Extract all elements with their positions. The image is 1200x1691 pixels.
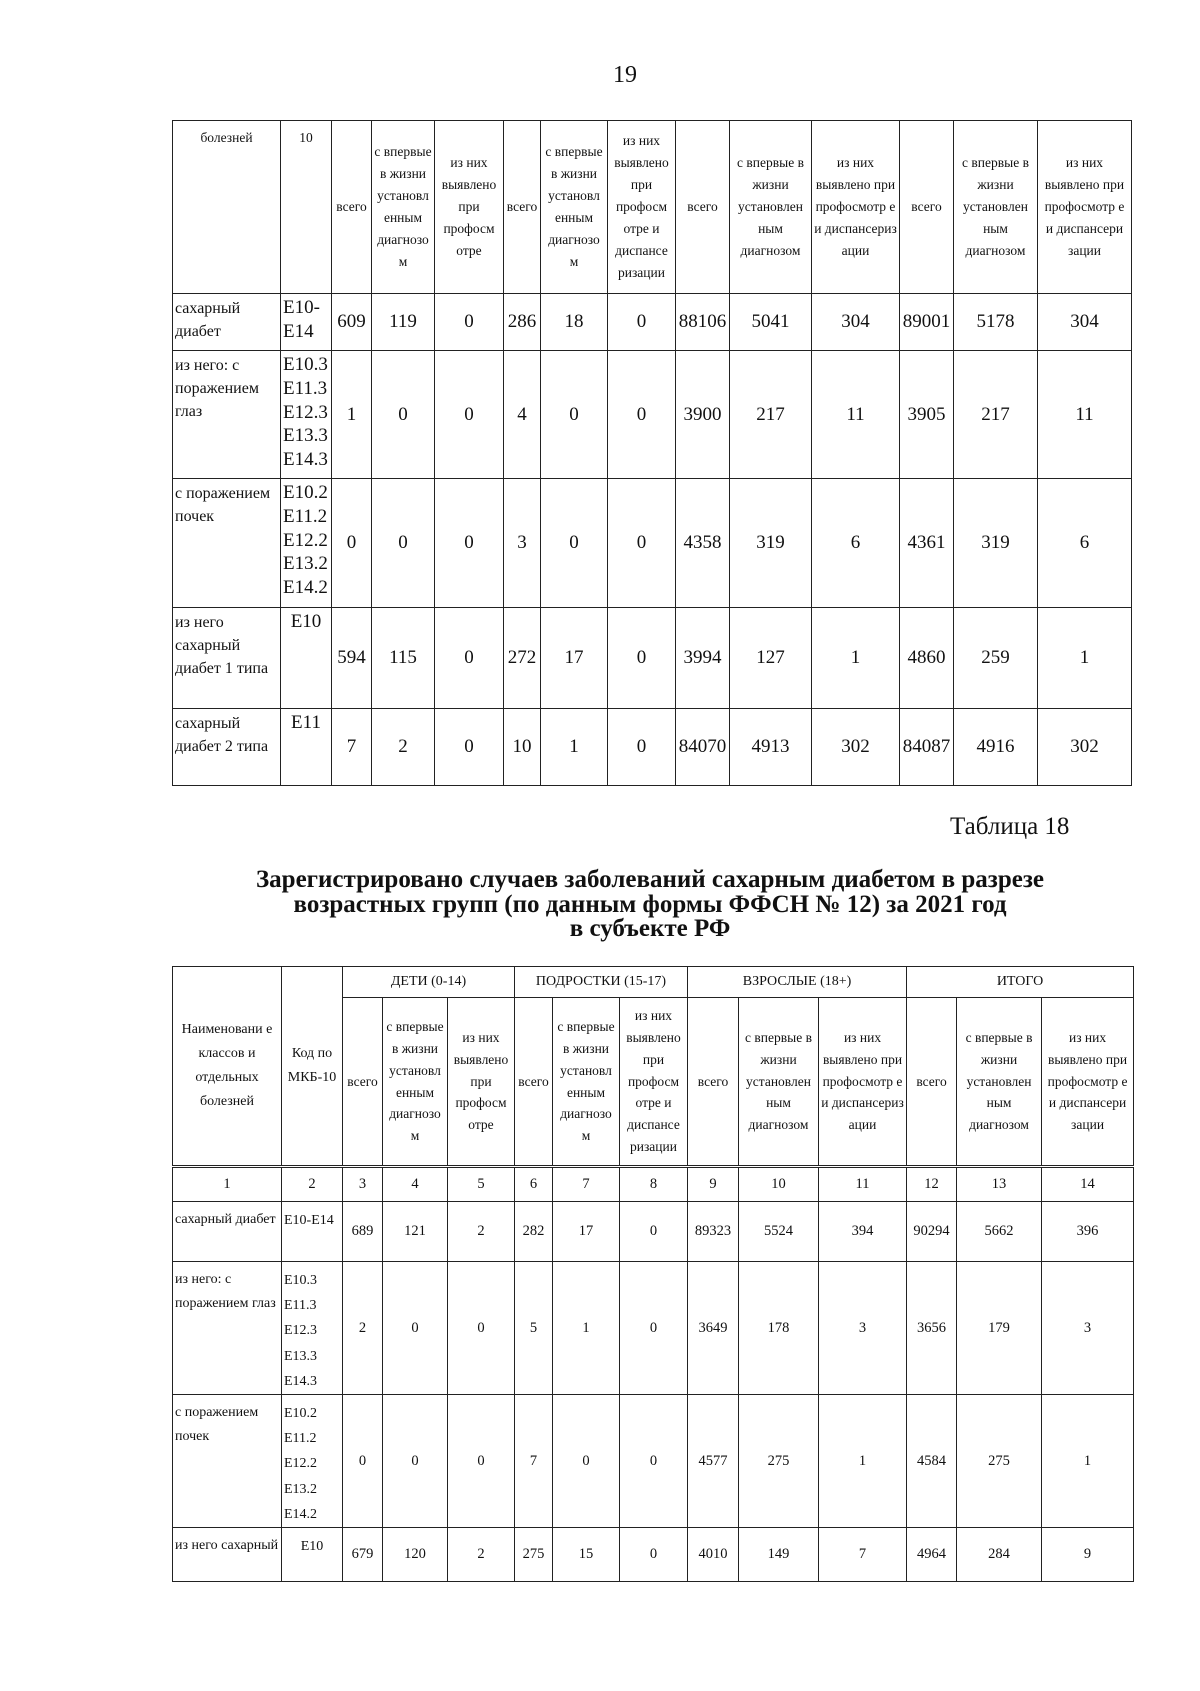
row-code: Е10.2 Е11.2 Е12.2 Е13.2 Е14.2 — [282, 1394, 343, 1527]
cell: 4358 — [676, 479, 730, 608]
cell: 0 — [448, 1262, 515, 1395]
cell: 1 — [332, 351, 372, 479]
cell: 178 — [739, 1262, 819, 1395]
cell: 0 — [435, 351, 504, 479]
cell: 7 — [819, 1527, 907, 1581]
cell: 4 — [504, 351, 541, 479]
header-cell: всего — [900, 121, 954, 294]
group-header-adults: ВЗРОСЛЫЕ (18+) — [688, 967, 907, 998]
cell: 17 — [553, 1202, 620, 1262]
title-line: Зарегистрировано случаев заболеваний сахарным диабетом в разрезе — [255, 866, 1044, 893]
cell: 5178 — [954, 294, 1038, 351]
header-cell: всего — [688, 998, 739, 1167]
column-number: 9 — [688, 1167, 739, 1202]
row-name: с поражением почек — [173, 1394, 282, 1527]
cell: 0 — [343, 1394, 383, 1527]
header-row — [173, 121, 1132, 294]
cell: 149 — [739, 1527, 819, 1581]
cell: 0 — [448, 1394, 515, 1527]
header-cell: из них выявлено при профосмотр е и диспансери зации — [1042, 998, 1134, 1167]
cell: 120 — [383, 1527, 448, 1581]
cell: 394 — [819, 1202, 907, 1262]
title-line: в субъекте РФ — [569, 915, 731, 942]
diabetes-table-continued — [172, 120, 1132, 786]
cell: 0 — [541, 479, 608, 608]
cell: 0 — [383, 1262, 448, 1395]
cell: 0 — [620, 1394, 688, 1527]
row-name: сахарный диабет 2 типа — [173, 709, 281, 786]
cell: 304 — [812, 294, 900, 351]
group-header-teens: ПОДРОСТКИ (15-17) — [515, 967, 688, 998]
column-number: 6 — [515, 1167, 553, 1202]
header-cell: с впервые в жизни установлен ным диагнозом — [730, 121, 812, 294]
table-row — [173, 1202, 1134, 1262]
row-name: из него сахарный диабет 1 типа — [173, 608, 281, 709]
cell: 1 — [812, 608, 900, 709]
cell: 89323 — [688, 1202, 739, 1262]
header-cell: с впервые в жизни установлен ным диагнозом — [954, 121, 1038, 294]
row-name: с поражением почек — [173, 479, 281, 608]
cell: 6 — [1038, 479, 1132, 608]
header-name: болезней — [173, 121, 281, 294]
cell: 275 — [515, 1527, 553, 1581]
cell: 0 — [620, 1202, 688, 1262]
row-code: Е10.3 Е11.3 Е12.3 Е13.3 Е14.3 — [282, 1262, 343, 1395]
cell: 3905 — [900, 351, 954, 479]
column-number: 3 — [343, 1167, 383, 1202]
cell: 5041 — [730, 294, 812, 351]
row-name: из него сахарный — [173, 1527, 282, 1581]
table-title — [150, 868, 1150, 942]
cell: 0 — [553, 1394, 620, 1527]
cell: 0 — [435, 709, 504, 786]
header-cell: из них выявлено при профосмотр е и диспансериз ации — [819, 998, 907, 1167]
cell: 0 — [372, 479, 435, 608]
cell: 18 — [541, 294, 608, 351]
cell: 0 — [383, 1394, 448, 1527]
cell: 286 — [504, 294, 541, 351]
column-number: 11 — [819, 1167, 907, 1202]
cell: 304 — [1038, 294, 1132, 351]
cell: 7 — [332, 709, 372, 786]
page-number: 19 — [613, 62, 637, 88]
cell: 1 — [541, 709, 608, 786]
table-caption: Таблица 18 — [950, 813, 1070, 840]
column-number: 7 — [553, 1167, 620, 1202]
cell: 4361 — [900, 479, 954, 608]
cell: 1 — [1038, 608, 1132, 709]
group-header-row — [173, 967, 1134, 998]
column-number: 1 — [173, 1167, 282, 1202]
cell: 0 — [541, 351, 608, 479]
cell: 11 — [812, 351, 900, 479]
column-number: 8 — [620, 1167, 688, 1202]
header-cell: всего — [676, 121, 730, 294]
row-code: Е10-Е14 — [281, 294, 332, 351]
cell: 689 — [343, 1202, 383, 1262]
cell: 3649 — [688, 1262, 739, 1395]
cell: 115 — [372, 608, 435, 709]
cell: 0 — [620, 1262, 688, 1395]
header-cell: с впервые в жизни установл енным диагнозо м — [541, 121, 608, 294]
cell: 1 — [1042, 1394, 1134, 1527]
cell: 679 — [343, 1527, 383, 1581]
cell: 121 — [383, 1202, 448, 1262]
cell: 5662 — [957, 1202, 1042, 1262]
cell: 7 — [515, 1394, 553, 1527]
cell: 15 — [553, 1527, 620, 1581]
header-cell: из них выявлено при профосм отре — [435, 121, 504, 294]
header-cell: с впервые в жизни установл енным диагнозо м — [553, 998, 620, 1167]
table-row — [173, 1527, 1134, 1581]
cell: 0 — [435, 294, 504, 351]
column-number: 13 — [957, 1167, 1042, 1202]
header-cell: с впервые в жизни установлен ным диагнозом — [957, 998, 1042, 1167]
cell: 217 — [730, 351, 812, 479]
table-row — [173, 1394, 1134, 1527]
header-cell: из них выявлено при профосмотр е и диспансери зации — [1038, 121, 1132, 294]
header-cell: из них выявлено при профосм отре и диспансе ризации — [620, 998, 688, 1167]
cell: 4964 — [907, 1527, 957, 1581]
cell: 275 — [739, 1394, 819, 1527]
cell: 84087 — [900, 709, 954, 786]
cell: 2 — [372, 709, 435, 786]
group-header-children: ДЕТИ (0-14) — [343, 967, 515, 998]
row-name: сахарный диабет — [173, 294, 281, 351]
row-name: сахарный диабет — [173, 1202, 282, 1262]
column-number: 14 — [1042, 1167, 1134, 1202]
cell: 17 — [541, 608, 608, 709]
column-number: 5 — [448, 1167, 515, 1202]
cell: 2 — [448, 1202, 515, 1262]
header-cell: с впервые в жизни установлен ным диагнозом — [739, 998, 819, 1167]
row-code: Е10.2 Е11.2 Е12.2 Е13.2 Е14.2 — [281, 479, 332, 608]
cell: 6 — [812, 479, 900, 608]
cell: 284 — [957, 1527, 1042, 1581]
diabetes-age-groups-table — [172, 966, 1134, 1582]
row-code: Е10 — [281, 608, 332, 709]
cell: 217 — [954, 351, 1038, 479]
cell: 2 — [448, 1527, 515, 1581]
cell: 1 — [819, 1394, 907, 1527]
cell: 3 — [504, 479, 541, 608]
header-code: 10 — [281, 121, 332, 294]
cell: 0 — [608, 479, 676, 608]
row-name: из него: с поражением глаз — [173, 351, 281, 479]
title-line: возрастных групп (по данным формы ФФСН № 12) за 2021 год — [293, 890, 1007, 918]
cell: 0 — [435, 479, 504, 608]
group-header-total: ИТОГО — [907, 967, 1134, 998]
column-number: 2 — [282, 1167, 343, 1202]
table-row — [173, 351, 1132, 479]
cell: 4913 — [730, 709, 812, 786]
cell: 272 — [504, 608, 541, 709]
cell: 4010 — [688, 1527, 739, 1581]
table-row — [173, 1262, 1134, 1395]
cell: 282 — [515, 1202, 553, 1262]
cell: 0 — [608, 608, 676, 709]
header-name: Наименовани е классов и отдельных болезней — [173, 967, 282, 1167]
cell: 119 — [372, 294, 435, 351]
cell: 84070 — [676, 709, 730, 786]
header-cell: с впервые в жизни установл енным диагнозо м — [372, 121, 435, 294]
cell: 0 — [608, 709, 676, 786]
column-number: 10 — [739, 1167, 819, 1202]
header-cell: из них выявлено при профосмотр е и диспансериз ации — [812, 121, 900, 294]
cell: 127 — [730, 608, 812, 709]
cell: 0 — [608, 294, 676, 351]
cell: 594 — [332, 608, 372, 709]
row-code: Е10.3 Е11.3 Е12.3 Е13.3 Е14.3 — [281, 351, 332, 479]
cell: 0 — [435, 608, 504, 709]
header-cell: всего — [332, 121, 372, 294]
column-number-row — [173, 1167, 1134, 1202]
table-row — [173, 709, 1132, 786]
column-number: 12 — [907, 1167, 957, 1202]
header-cell: из них выявлено при профосм отре и диспансе ризации — [608, 121, 676, 294]
cell: 275 — [957, 1394, 1042, 1527]
row-code: Е10-Е14 — [282, 1202, 343, 1262]
header-cell: всего — [515, 998, 553, 1167]
cell: 89001 — [900, 294, 954, 351]
cell: 3 — [1042, 1262, 1134, 1395]
header-cell: с впервые в жизни установл енным диагнозо м — [383, 998, 448, 1167]
row-name: из него: с поражением глаз — [173, 1262, 282, 1395]
cell: 0 — [620, 1527, 688, 1581]
column-number: 4 — [383, 1167, 448, 1202]
header-cell: всего — [907, 998, 957, 1167]
table-row — [173, 479, 1132, 608]
header-cell: всего — [504, 121, 541, 294]
cell: 10 — [504, 709, 541, 786]
header-cell: из них выявлено при профосм отре — [448, 998, 515, 1167]
cell: 3 — [819, 1262, 907, 1395]
cell: 0 — [608, 351, 676, 479]
cell: 302 — [1038, 709, 1132, 786]
cell: 88106 — [676, 294, 730, 351]
cell: 609 — [332, 294, 372, 351]
cell: 259 — [954, 608, 1038, 709]
row-code: Е10 — [282, 1527, 343, 1581]
cell: 396 — [1042, 1202, 1134, 1262]
table-row — [173, 608, 1132, 709]
cell: 3656 — [907, 1262, 957, 1395]
cell: 319 — [954, 479, 1038, 608]
cell: 90294 — [907, 1202, 957, 1262]
header-cell: всего — [343, 998, 383, 1167]
cell: 9 — [1042, 1527, 1134, 1581]
cell: 3994 — [676, 608, 730, 709]
cell: 302 — [812, 709, 900, 786]
cell: 5524 — [739, 1202, 819, 1262]
cell: 3900 — [676, 351, 730, 479]
cell: 179 — [957, 1262, 1042, 1395]
cell: 4584 — [907, 1394, 957, 1527]
row-code: Е11 — [281, 709, 332, 786]
cell: 5 — [515, 1262, 553, 1395]
header-code: Код по МКБ-10 — [282, 967, 343, 1167]
cell: 0 — [372, 351, 435, 479]
cell: 0 — [332, 479, 372, 608]
cell: 2 — [343, 1262, 383, 1395]
cell: 1 — [553, 1262, 620, 1395]
cell: 319 — [730, 479, 812, 608]
table-row — [173, 294, 1132, 351]
cell: 4577 — [688, 1394, 739, 1527]
cell: 4916 — [954, 709, 1038, 786]
cell: 11 — [1038, 351, 1132, 479]
cell: 4860 — [900, 608, 954, 709]
